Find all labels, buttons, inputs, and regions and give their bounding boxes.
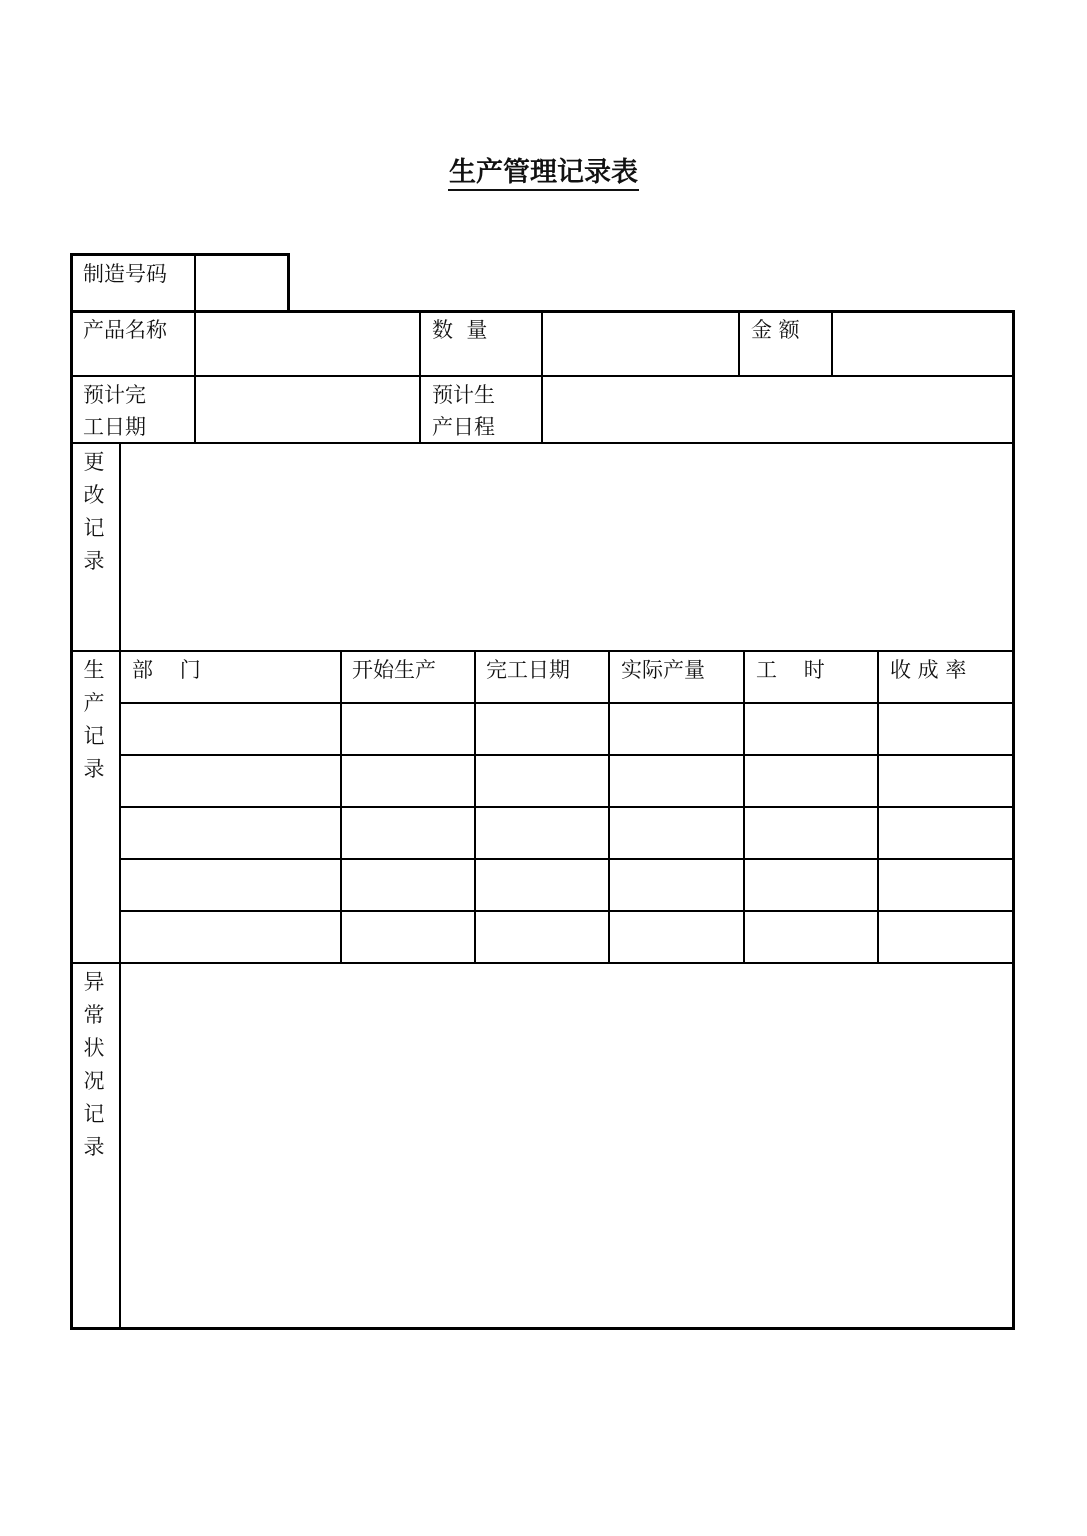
mfg-no-field[interactable] (197, 256, 287, 310)
table-cell[interactable] (880, 808, 1011, 857)
col-header-actual-output: 实际产量 (621, 658, 705, 682)
col-header-department: 部 门 (132, 658, 201, 682)
change-record-field[interactable] (122, 445, 1011, 649)
mfg-no-divider (194, 253, 196, 313)
production-record-label: 生 产 记 录 (83, 658, 105, 781)
product-name-field[interactable] (196, 313, 418, 374)
table-cell[interactable] (477, 860, 607, 909)
change-record-label: 更 改 记 录 (83, 450, 105, 573)
page-title: 生产管理记录表 (0, 150, 1087, 189)
table-cell[interactable] (122, 756, 339, 805)
col-divider (738, 312, 740, 376)
table-cell[interactable] (880, 912, 1011, 961)
col-header-work-hours: 工 时 (756, 658, 825, 682)
planned-schedule-label-1: 预计生 (432, 383, 495, 407)
table-cell[interactable] (343, 860, 473, 909)
table-cell[interactable] (611, 756, 742, 805)
amount-field[interactable] (833, 313, 1011, 374)
amount-label: 金 额 (751, 318, 800, 342)
section-label-divider (119, 443, 121, 1328)
table-cell[interactable] (343, 756, 473, 805)
quantity-field[interactable] (543, 313, 737, 374)
col-header-finish-date: 完工日期 (486, 658, 570, 682)
abnormal-record-label: 异 常 状 况 记 录 (83, 970, 105, 1159)
table-cell[interactable] (477, 912, 607, 961)
table-cell[interactable] (611, 912, 742, 961)
col-divider (419, 312, 421, 443)
table-cell[interactable] (746, 704, 876, 753)
table-cell[interactable] (477, 808, 607, 857)
table-cell[interactable] (746, 808, 876, 857)
table-cell[interactable] (611, 704, 742, 753)
row-divider (72, 442, 1013, 444)
mfg-no-label: 制造号码 (83, 262, 167, 286)
table-cell[interactable] (122, 704, 339, 753)
table-cell[interactable] (343, 912, 473, 961)
abnormal-record-field[interactable] (122, 965, 1011, 1326)
table-cell[interactable] (880, 756, 1011, 805)
table-cell[interactable] (880, 704, 1011, 753)
table-cell[interactable] (611, 860, 742, 909)
product-name-label: 产品名称 (83, 318, 167, 342)
planned-schedule-field[interactable] (543, 377, 1011, 441)
table-cell[interactable] (122, 808, 339, 857)
planned-schedule-label-2: 产日程 (432, 415, 495, 439)
table-cell[interactable] (746, 860, 876, 909)
table-cell[interactable] (122, 860, 339, 909)
col-header-start-production: 开始生产 (352, 658, 436, 682)
planned-finish-field[interactable] (196, 377, 418, 441)
quantity-label: 数 量 (432, 318, 488, 342)
table-cell[interactable] (746, 912, 876, 961)
col-header-yield-rate: 收 成 率 (890, 658, 967, 682)
planned-finish-label-1: 预计完 (83, 383, 146, 407)
table-cell[interactable] (122, 912, 339, 961)
table-cell[interactable] (880, 860, 1011, 909)
table-cell[interactable] (477, 756, 607, 805)
table-cell[interactable] (343, 704, 473, 753)
table-cell[interactable] (611, 808, 742, 857)
row-divider (72, 650, 1013, 652)
table-cell[interactable] (746, 756, 876, 805)
row-divider (72, 962, 1013, 964)
planned-finish-label-2: 工日期 (83, 415, 146, 439)
table-cell[interactable] (343, 808, 473, 857)
table-cell[interactable] (477, 704, 607, 753)
